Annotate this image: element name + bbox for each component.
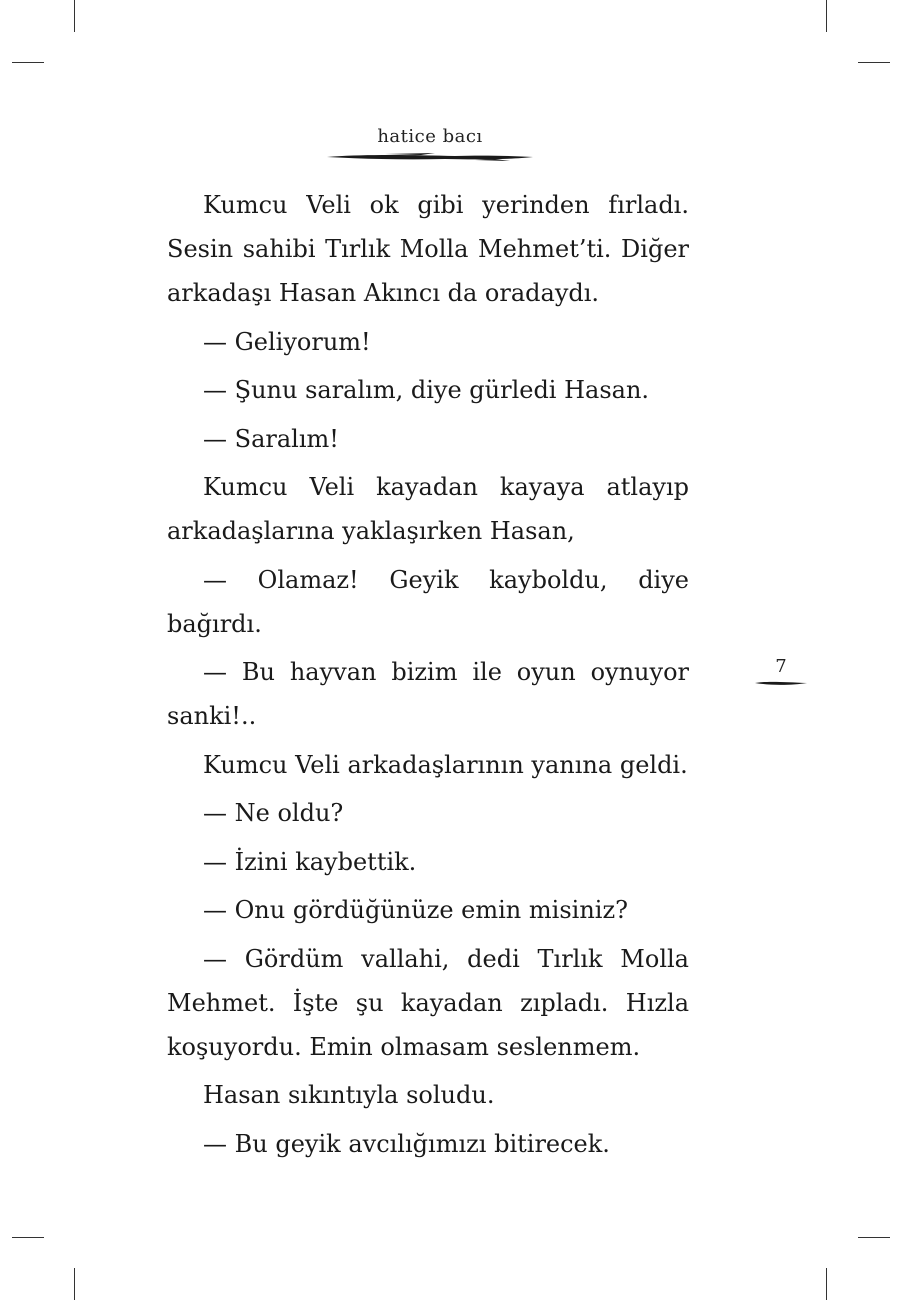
crop-mark: [826, 1268, 827, 1300]
dialogue-line: — Olamaz! Geyik kayboldu, diye bağırdı.: [167, 565, 689, 638]
running-head: hatice bacı: [377, 126, 483, 147]
body-text: [167, 183, 689, 1170]
dialogue-line: — Ne oldu?: [203, 799, 344, 827]
paragraph: Kumcu Veli kayadan kayaya atlayıp arkadaşlarına yaklaşırken Hasan,: [167, 473, 689, 545]
crop-mark: [12, 1237, 44, 1238]
brush-stroke-ornament: [325, 151, 535, 163]
paragraph: Kumcu Veli ok gibi yerinden fırladı. Sesin sahibi Tırlık Molla Mehmet’ti. Diğer arkadaşı Hasan Akıncı da oradaydı.: [167, 191, 689, 307]
folio-brush-ornament: [754, 679, 808, 687]
crop-mark: [74, 0, 75, 32]
paragraph: Hasan sıkıntıyla soludu.: [203, 1081, 495, 1109]
crop-mark: [74, 1268, 75, 1300]
dialogue-line: — Geliyorum!: [203, 327, 371, 356]
crop-mark: [858, 1237, 890, 1238]
dialogue-line: — Gördüm vallahi, dedi Tırlık Molla Mehmet. İşte şu kayadan zıpladı. Hızla koşuyordu. Emin olmasam seslenmem.: [167, 944, 689, 1061]
dialogue-line: — Şunu saralım, diye gürledi Hasan.: [203, 376, 650, 404]
dialogue-line: — Bu hayvan bizim ile oyun oynuyor sanki!..: [167, 658, 689, 730]
page-number: 7: [775, 656, 787, 677]
crop-mark: [12, 62, 44, 63]
dialogue-line: — İzini kaybettik.: [203, 847, 417, 876]
dialogue-line: — Saralım!: [203, 424, 339, 453]
crop-mark: [858, 62, 890, 63]
dialogue-line: — Onu gördüğünüze emin misiniz?: [203, 896, 628, 924]
crop-mark: [826, 0, 827, 32]
dialogue-line: — Bu geyik avcılığımızı bitirecek.: [203, 1129, 610, 1158]
paragraph: Kumcu Veli arkadaşlarının yanına geldi.: [203, 750, 688, 779]
